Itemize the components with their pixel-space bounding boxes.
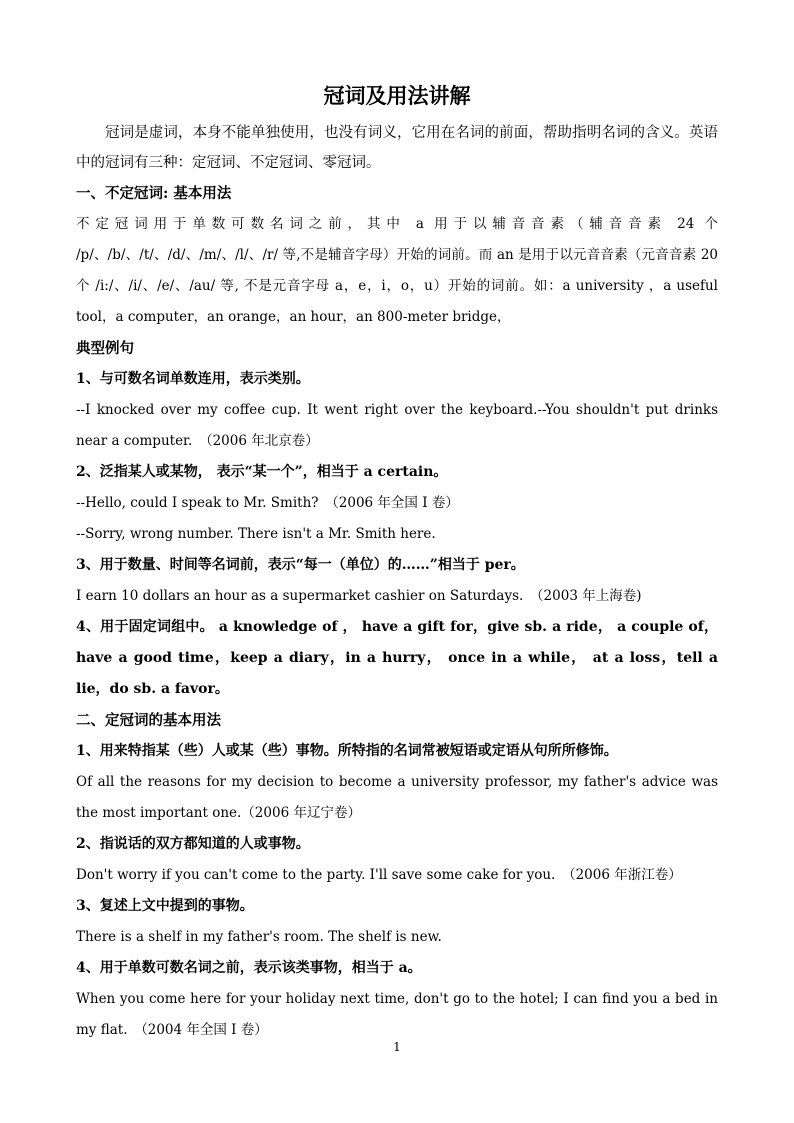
s2-rule2-heading: 2、指说话的双方都知道的人或事物。 <box>76 836 310 852</box>
s2-rule3-example: There is a shelf in my father's room. The shelf is new. <box>76 929 442 945</box>
s1-rule2-example-1: --Hello, could I speak to Mr. Smith? （2006 年全国 I 卷） <box>76 495 459 511</box>
s2-rule1-example: Of all the reasons for my decision to become a university professor, my father's advice was the most important one.（2006 年辽宁卷） <box>76 774 718 821</box>
s1-rule3-example: I earn 10 dollars an hour as a supermarket cashier on Saturdays. （2003 年上海卷) <box>76 588 642 604</box>
s1-rule1-example: --I knocked over my coffee cup. It went right over the keyboard.--You shouldn't put drinks near a computer. （2006 年北京卷） <box>76 402 718 449</box>
section1-description: 不定冠词用于单数可数名词之前，其中 a 用于以辅音音素（辅音音素 24 个 /p/、/b/、/t/、/d/、/m/、/l/、/r/ 等,不是辅音字母）开始的词前。而 an 是用于以元音音素（元音音素 20 个 /i:/、/i/、/e/、/au/ 等, 不是元音字母 a，e，i，o，u）开始的词前。如：a university ，a useful tool，a computer，an orange，an hour，an 800-meter bridge， <box>76 216 718 325</box>
s2-rule4-heading: 4、用于单数可数名词之前，表示该类事物，相当于 a。 <box>76 960 422 976</box>
s1-rule3-heading: 3、用于数量、时间等名词前，表示“每一（单位）的……”相当于 per。 <box>76 557 525 573</box>
page-number: 1 <box>393 1040 401 1054</box>
page-title: 冠词及用法讲解 <box>323 83 471 108</box>
s1-rule2-heading: 2、泛指某人或某物， 表示“某一个”，相当于 a certain。 <box>76 464 448 480</box>
s1-rule1-heading: 1、与可数名词单数连用，表示类别。 <box>76 371 310 387</box>
s2-rule2-example: Don't worry if you can't come to the party. I'll save some cake for you. （2006 年浙江卷） <box>76 867 682 883</box>
s2-rule1-heading: 1、用来特指某（些）人或某（些）事物。所特指的名词常被短语或定语从句所所修饰。 <box>76 743 618 759</box>
section1-heading: 一、不定冠词: 基本用法 <box>76 185 232 202</box>
s1-rule2-example-2: --Sorry, wrong number. There isn't a Mr. Smith here. <box>76 526 436 542</box>
s1-rule4-heading: 4、用于固定词组中。 a knowledge of ， have a gift for，give sb. a ride， a couple of，have a good time，keep a diary，in a hurry， once in a while， at a loss，tell a lie，do sb. a favor。 <box>76 619 718 697</box>
s2-rule3-heading: 3、复述上文中提到的事物。 <box>76 898 254 914</box>
document-page <box>76 78 718 1046</box>
section2-heading: 二、定冠词的基本用法 <box>76 712 221 729</box>
intro-paragraph: 冠词是虚词，本身不能单独使用，也没有词义，它用在名词的前面，帮助指明名词的含义。英语中的冠词有三种：定冠词、不定冠词、零冠词。 <box>76 125 718 171</box>
s2-rule4-example: When you come here for your holiday next time, don't go to the hotel; I can find you a bed in my flat. （2004 年全国 I 卷） <box>76 991 718 1038</box>
examples-heading: 典型例句 <box>76 340 134 357</box>
